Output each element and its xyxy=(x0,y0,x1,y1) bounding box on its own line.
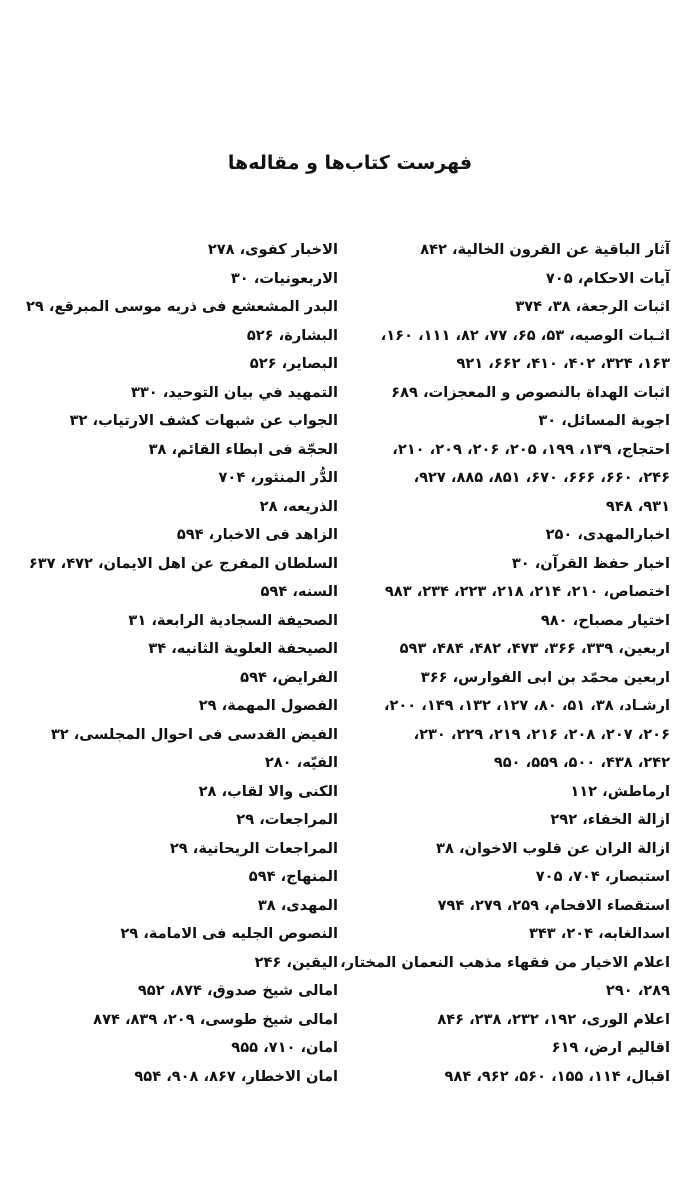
index-entry: اثبات الهداة بالنصوص و المعجزات، ۶۸۹ xyxy=(391,383,670,401)
index-entry: اسدالغابه، ۲۰۴، ۳۴۳ xyxy=(528,925,670,942)
index-entry: الاخبار کفوی، ۲۷۸ xyxy=(207,241,338,258)
index-entry: البدر المشعشع فی ذريه موسی المبرقع، ۲۹ xyxy=(26,298,338,315)
index-column-right xyxy=(340,236,670,1091)
index-entry: اعلام الوری، ۱۹۲، ۲۳۲، ۲۳۸، ۸۴۶ xyxy=(437,1010,670,1028)
index-entry: اعلام الاخيار من فقهاء مذهب النعمان المختار، xyxy=(340,953,670,971)
index-entry: الصيحفة العلوية الثانيه، ۳۴ xyxy=(148,640,338,657)
index-entry: اختيار مصباح، ۹۸۰ xyxy=(540,611,670,629)
index-entry: الذريعه، ۲۸ xyxy=(259,497,338,515)
index-entry: امان، ۷۱۰، ۹۵۵ xyxy=(231,1039,338,1056)
index-entry: النصوص الجليه فی الامامة، ۲۹ xyxy=(120,925,338,942)
index-entry: ارشـاد، ۳۸، ۵۱، ۸۰، ۱۲۷، ۱۳۲، ۱۴۹، ۲۰۰، xyxy=(383,697,670,714)
index-entry: ۲۴۲، ۴۳۸، ۵۰۰، ۵۵۹، ۹۵۰ xyxy=(493,754,670,771)
index-entry: امان الاخطار، ۸۶۷، ۹۰۸، ۹۵۴ xyxy=(134,1067,338,1085)
index-entry: الفصول المهمة، ۲۹ xyxy=(198,697,338,714)
index-entry: اثـبات الوصيه، ۵۳، ۶۵، ۷۷، ۸۲، ۱۱۱، ۱۶۰، xyxy=(380,326,670,344)
index-entry: ارماطش، ۱۱۲ xyxy=(570,782,670,800)
index-entry: المهدی، ۳۸ xyxy=(257,896,338,914)
index-entry: اجوبة المسائل، ۳۰ xyxy=(538,412,670,429)
index-entry: المنهاج، ۵۹۴ xyxy=(248,868,338,885)
index-entry: استبصار، ۷۰۴، ۷۰۵ xyxy=(535,868,670,885)
index-entry: امالی شيخ طوسی، ۲۰۹، ۸۳۹، ۸۷۴ xyxy=(93,1010,338,1028)
index-entry: ۲۴۶، ۶۶۰، ۶۶۶، ۶۷۰، ۸۵۱، ۸۸۵، ۹۲۷، xyxy=(413,469,670,486)
index-column-left xyxy=(20,236,338,1091)
index-entry: اختصاص، ۲۱۰، ۲۱۴، ۲۱۸، ۲۲۳، ۲۳۴، ۹۸۳ xyxy=(384,583,670,600)
index-entry: آثار الباقية عن القرون الخالية، ۸۴۲ xyxy=(420,241,670,258)
index-entry: السلطان المفرج عن اهل الايمان، ۴۷۲، ۶۳۷ xyxy=(28,554,338,572)
index-entry: الفيض القدسی فی احوال المجلسی، ۳۲ xyxy=(50,725,338,743)
index-entry: التمهيد في بيان التوحيد، ۳۳۰ xyxy=(130,383,338,401)
index-entry: ۱۶۳، ۳۲۴، ۴۰۲، ۴۱۰، ۶۶۲، ۹۲۱ xyxy=(456,355,670,372)
index-entry: ۹۳۱، ۹۴۸ xyxy=(605,497,670,515)
index-entry: الحجّة فی ابطاء القائم، ۳۸ xyxy=(148,440,338,458)
index-entry: اقبال، ۱۱۴، ۱۵۵، ۵۶۰، ۹۶۲، ۹۸۴ xyxy=(444,1067,670,1085)
index-entry: ۲۰۶، ۲۰۷، ۲۰۸، ۲۱۶، ۲۱۹، ۲۲۹، ۲۳۰، xyxy=(413,725,670,743)
index-entry: الدُّر المنثور، ۷۰۴ xyxy=(218,469,338,486)
index-entry: اقاليم ارض، ۶۱۹ xyxy=(551,1039,670,1056)
index-entry: المراجعات الريحانية، ۲۹ xyxy=(169,839,338,857)
index-entry: المراجعات، ۲۹ xyxy=(236,811,338,828)
index-entry: آيات الاحكام، ۷۰۵ xyxy=(545,269,670,287)
index-entry: احتجاج، ۱۳۹، ۱۹۹، ۲۰۵، ۲۰۶، ۲۰۹، ۲۱۰، xyxy=(392,440,670,458)
page-title: فهرست کتاب‌ها و مقاله‌ها xyxy=(227,152,473,174)
index-entry: امالی شيخ صدوق، ۸۷۴، ۹۵۲ xyxy=(137,982,338,999)
index-entry: الفرايض، ۵۹۴ xyxy=(240,668,338,686)
index-entry: السنه، ۵۹۴ xyxy=(260,583,338,600)
index-entry: ۲۸۹، ۲۹۰ xyxy=(605,982,670,999)
index-entry: البشارة، ۵۲۶ xyxy=(246,326,338,344)
index-entry: الکنی والا لقاب، ۲۸ xyxy=(198,782,338,800)
index-entry: اليقين، ۲۴۶ xyxy=(254,953,338,971)
index-entry: الجواب عن شبهات کشف الارتياب، ۳۲ xyxy=(69,412,338,429)
index-entry: اربعين محمّد بن ابی الفوارس، ۳۶۶ xyxy=(420,668,670,686)
index-entry: الاربعونيات، ۳۰ xyxy=(230,269,338,287)
index-entry: البصاير، ۵۲۶ xyxy=(249,355,338,372)
index-entry: اخبار حفظ القرآن، ۳۰ xyxy=(511,554,670,572)
index-entry: اثبات الرجعة، ۳۸، ۳۷۴ xyxy=(515,298,670,315)
index-entry: استقصاء الافحام، ۲۵۹، ۲۷۹، ۷۹۴ xyxy=(437,896,670,914)
index-entry: الزاهد فی الاخبار، ۵۹۴ xyxy=(176,526,338,543)
index-entry: ازالة الران عن قلوب الاخوان، ۳۸ xyxy=(436,839,670,857)
index-entry: ازالة الخفاء، ۲۹۲ xyxy=(550,811,670,828)
index-entry: اربعين، ۳۳۹، ۳۶۶، ۴۷۳، ۴۸۲، ۴۸۴، ۵۹۳ xyxy=(399,640,670,657)
index-entry: الصحيفة السجادية الرابعة، ۳۱ xyxy=(128,611,338,629)
index-entry: الفيّه، ۲۸۰ xyxy=(264,754,338,771)
index-entry: اخبارالمهدی، ۲۵۰ xyxy=(545,526,670,543)
